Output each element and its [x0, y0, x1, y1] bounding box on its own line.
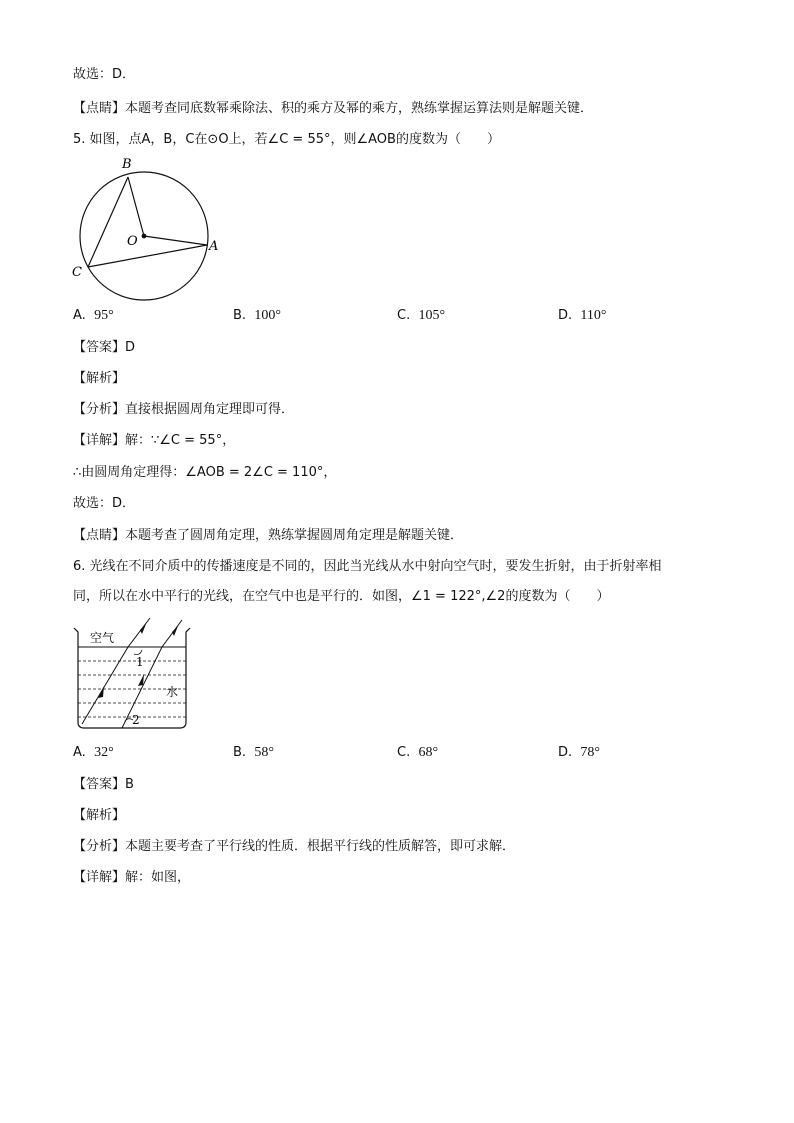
center-point [142, 234, 147, 239]
segment-ob [128, 177, 144, 236]
label-angle-2: 2 [132, 713, 140, 727]
text-line: 故选：D． [73, 67, 136, 82]
question-6-stem: 6. 光线在不同介质中的传播速度是不同的，因此当光线从水中射向空气时，要发生折射，由于折射率相 [73, 559, 662, 574]
option-a[interactable]: A. 95° [73, 308, 114, 323]
option-c[interactable]: C. 68° [397, 745, 439, 760]
question-5-stem: 5. 如图，点A，B，C在⊙O上，若∠C = 55°，则∠AOB的度数为（ ） [73, 132, 500, 147]
text-line: 【点睛】本题考查了圆周角定理，熟练掌握圆周角定理是解题关键． [73, 528, 464, 543]
text-line: 【点睛】本题考查同底数幂乘除法、积的乘方及幂的乘方，熟练掌握运算法则是解题关键． [73, 101, 594, 116]
text-line: 【分析】本题主要考查了平行线的性质．根据平行线的性质解答，即可求解． [73, 839, 516, 854]
analysis-heading: 【解析】 [73, 371, 126, 386]
beaker-figure [70, 614, 200, 732]
option-d[interactable]: D. 110° [558, 308, 607, 323]
arrow-icon [172, 626, 178, 636]
answer-line: 【答案】B [73, 777, 134, 792]
analysis-heading: 【解析】 [73, 808, 126, 823]
label-a: A [209, 239, 219, 254]
label-c: C [72, 265, 82, 280]
text-line: 【详解】解：如图， [73, 870, 191, 885]
segment-bc [88, 177, 128, 267]
text-line: ∴由圆周角定理得：∠AOB = 2∠C = 110°， [73, 465, 337, 480]
segment-oa [144, 236, 207, 245]
angle-1-arc [134, 650, 142, 655]
label-water: 水 [166, 685, 179, 699]
text-line: 故选：D． [73, 496, 136, 511]
option-c[interactable]: C. 105° [397, 308, 446, 323]
option-b[interactable]: B. 58° [233, 745, 274, 760]
text-line: 【分析】直接根据圆周角定理即可得． [73, 402, 295, 417]
label-o: O [127, 234, 138, 249]
text-line: 【详解】解：∵∠C = 55°， [73, 433, 236, 448]
label-angle-1: 1 [136, 655, 144, 669]
option-d[interactable]: D. 78° [558, 745, 601, 760]
light-ray-2 [122, 620, 182, 728]
option-a[interactable]: A. 32° [73, 745, 114, 760]
answer-line: 【答案】D [73, 340, 136, 355]
question-6-stem-cont: 同，所以在水中平行的光线，在空气中也是平行的．如图，∠1 = 122°,∠2的度数为（ ） [73, 589, 610, 604]
label-b: B [122, 157, 132, 172]
circle-figure [66, 152, 226, 312]
label-air: 空气 [90, 631, 115, 645]
segment-ca [88, 245, 207, 267]
arrow-icon [140, 624, 146, 634]
option-b[interactable]: B. 100° [233, 308, 281, 323]
